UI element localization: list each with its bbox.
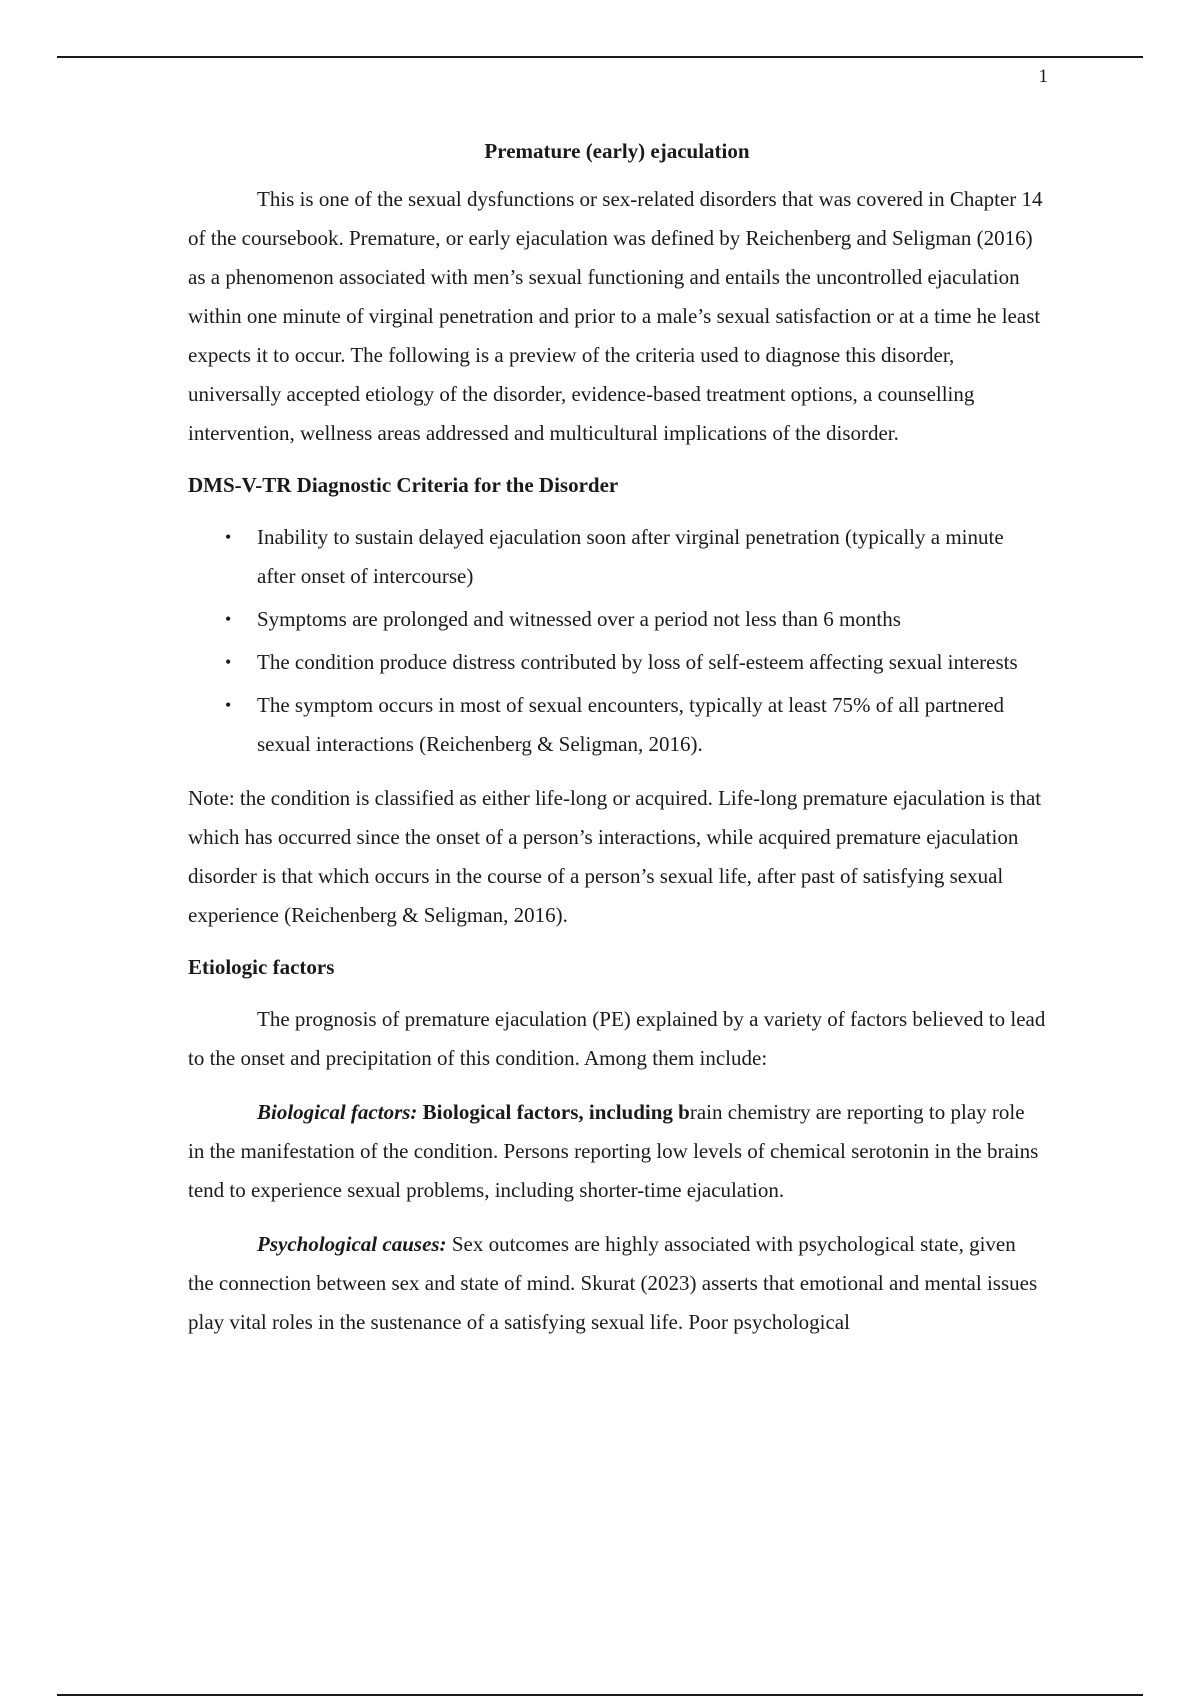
biological-factors-label: Biological factors: [257, 1100, 418, 1124]
page-number: 1 [1038, 66, 1048, 87]
list-item [188, 686, 1046, 764]
list-item [188, 518, 1046, 596]
bullet-icon: • [225, 652, 232, 672]
document-body [188, 134, 1046, 1357]
etiology-intro-paragraph: The prognosis of premature ejaculation (PE) explained by a variety of factors believed to lead to the onset and precipitation of this condition. Among them include: [188, 1007, 1046, 1070]
psychological-causes-label: Psychological causes: [257, 1232, 447, 1256]
biological-factors-paragraph [188, 1093, 1046, 1210]
list-item-text: Inability to sustain delayed ejaculation soon after virginal penetration (typically a minute after onset of intercourse) [257, 525, 1004, 588]
etiology-heading: Etiologic factors [188, 955, 335, 979]
intro-paragraph: This is one of the sexual dysfunctions or sex-related disorders that was covered in Chapter 14 of the coursebook. Premature, or early ejaculation was defined by Reichenberg and Seligman (2016) as a phenomenon associated with men’s sexual functioning and entails the uncontrolled ejaculation within one minute of virginal penetration and prior to a male’s sexual satisfaction or at a time he least expects it to occur. The following is a preview of the criteria used to diagnose this disorder, universally accepted etiology of the disorder, evidence-based treatment options, a counselling intervention, wellness areas addressed and multicultural implications of the disorder. [188, 187, 1043, 445]
list-item-text: Symptoms are prolonged and witnessed over a period not less than 6 months [257, 607, 901, 631]
biological-factors-lead: Biological factors, including b [417, 1100, 690, 1124]
list-item [188, 600, 1046, 639]
bullet-icon: • [225, 609, 232, 629]
bullet-icon: • [225, 695, 232, 715]
list-item [188, 643, 1046, 682]
criteria-heading: DMS-V-TR Diagnostic Criteria for the Disorder [188, 473, 619, 497]
list-item-text: The condition produce distress contributed by loss of self-esteem affecting sexual interests [257, 650, 1018, 674]
note-paragraph: Note: the condition is classified as either life-long or acquired. Life-long premature ejaculation is that which has occurred since the onset of a person’s interactions, while acquired premature ejaculation disorder is that which occurs in the course of a person’s sexual life, after past of satisfying sexual experience (Reichenberg & Seligman, 2016). [188, 786, 1042, 927]
biological-factors-text: rain chemistry are reporting to play role in the manifestation of the condition. Persons reporting low levels of chemical serotonin in the brains tend to experience sexual problems, including shorter-time ejaculation. [188, 1100, 1039, 1202]
bullet-icon: • [225, 527, 232, 547]
top-rule [57, 56, 1143, 58]
bottom-rule [57, 1694, 1143, 1696]
psychological-causes-text: Sex outcomes are highly associated with psychological state, given the connection between sex and state of mind. Skurat (2023) asserts that emotional and mental issues play vital roles in the sustenance of a satisfying sexual life. Poor psychological [188, 1232, 1038, 1334]
page-title: Premature (early) ejaculation [484, 139, 750, 163]
psychological-causes-paragraph [188, 1225, 1046, 1342]
criteria-list [188, 518, 1046, 764]
list-item-text: The symptom occurs in most of sexual encounters, typically at least 75% of all partnered sexual interactions (Reichenberg & Seligman, 2016). [257, 693, 1005, 756]
